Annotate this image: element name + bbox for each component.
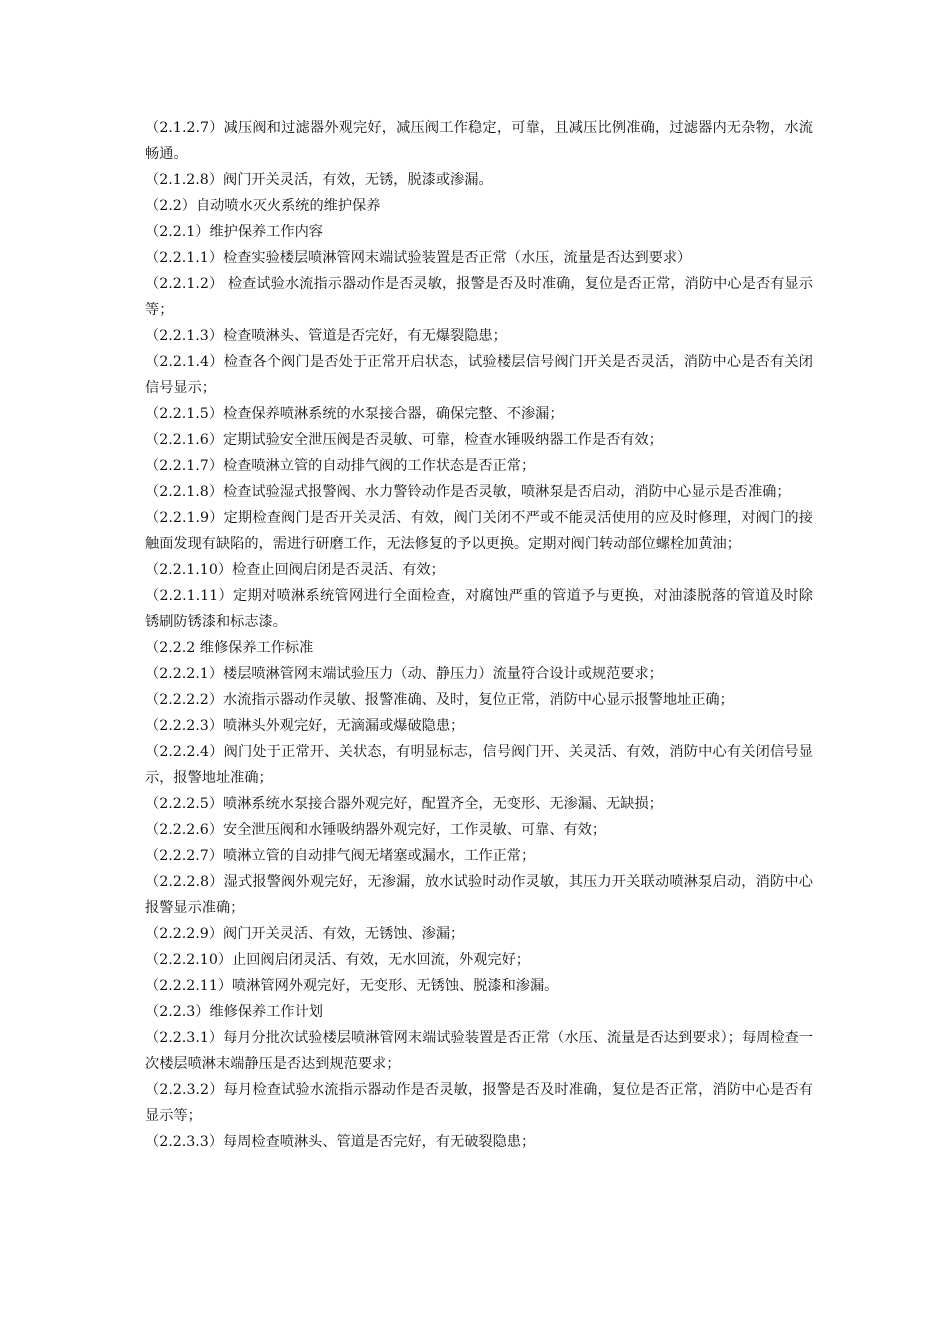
paragraph-2-2-1-6: （2.2.1.6）定期试验安全泄压阀是否灵敏、可靠，检查水锤吸纳器工作是否有效； bbox=[145, 432, 663, 448]
paragraph-2-1-2-7: （2.1.2.7）减压阀和过滤器外观完好，减压阀工作稳定，可靠，且减压比例准确，过滤器内无杂物，水流畅通。 bbox=[145, 120, 813, 162]
paragraph-2-2-1-11: （2.2.1.11）定期对喷淋系统管网进行全面检查，对腐蚀严重的管道予与更换，对油漆脱落的管道及时除锈刷防锈漆和标志漆。 bbox=[145, 588, 813, 630]
paragraph-2-2-2-10: （2.2.2.10）止回阀启闭灵活、有效，无水回流，外观完好； bbox=[145, 952, 530, 968]
paragraph-2-2-2-3: （2.2.2.3）喷淋头外观完好，无滴漏或爆破隐患； bbox=[145, 718, 465, 734]
paragraph-2-2-1-3: （2.2.1.3）检查喷淋头、管道是否完好，有无爆裂隐患； bbox=[145, 328, 507, 344]
section-heading-2-2-1: （2.2.1）维护保养工作内容 bbox=[145, 224, 323, 240]
paragraph-2-2-2-2: （2.2.2.2）水流指示器动作灵敏、报警准确、及时，复位正常，消防中心显示报警地址正确； bbox=[145, 692, 734, 708]
paragraph-2-2-2-11: （2.2.2.11）喷淋管网外观完好，无变形、无锈蚀、脱漆和渗漏。 bbox=[145, 978, 559, 994]
section-heading-2-2-2: （2.2.2 维修保养工作标准 bbox=[145, 640, 314, 656]
paragraph-2-2-2-9: （2.2.2.9）阀门开关灵活、有效，无锈蚀、渗漏； bbox=[145, 926, 465, 942]
section-heading-2-2: （2.2）自动喷水灭火系统的维护保养 bbox=[145, 198, 381, 214]
paragraph-2-1-2-8: （2.1.2.8）阀门开关灵活，有效，无锈，脱漆或渗漏。 bbox=[145, 172, 493, 188]
paragraph-2-2-1-1: （2.2.1.1）检查实验楼层喷淋管网末端试验装置是否正常（水压，流量是否达到要求） bbox=[145, 250, 692, 266]
paragraph-2-2-2-6: （2.2.2.6）安全泄压阀和水锤吸纳器外观完好，工作灵敏、可靠、有效； bbox=[145, 822, 607, 838]
paragraph-2-2-2-5: （2.2.2.5）喷淋系统水泵接合器外观完好，配置齐全，无变形、无渗漏、无缺损； bbox=[145, 796, 663, 812]
paragraph-2-2-2-8: （2.2.2.8）湿式报警阀外观完好，无渗漏，放水试验时动作灵敏，其压力开关联动喷淋泵启动，消防中心报警显示准确； bbox=[145, 874, 813, 916]
paragraph-2-2-3-1: （2.2.3.1）每月分批次试验楼层喷淋管网末端试验装置是否正常（水压、流量是否达到要求）；每周检查一次楼层喷淋末端静压是否达到规范要求； bbox=[145, 1030, 813, 1072]
paragraph-2-2-1-2: （2.2.1.2） 检查试验水流指示器动作是否灵敏，报警是否及时准确，复位是否正常，消防中心是否有显示等； bbox=[145, 276, 813, 318]
paragraph-2-2-2-4: （2.2.2.4）阀门处于正常开、关状态，有明显标志，信号阀门开、关灵活、有效，消防中心有关闭信号显示，报警地址准确； bbox=[145, 744, 813, 786]
paragraph-2-2-2-1: （2.2.2.1）楼层喷淋管网末端试验压力（动、静压力）流量符合设计或规范要求； bbox=[145, 666, 663, 682]
paragraph-2-2-1-10: （2.2.1.10）检查止回阀启闭是否灵活、有效； bbox=[145, 562, 445, 578]
paragraph-2-2-2-7: （2.2.2.7）喷淋立管的自动排气阀无堵塞或漏水，工作正常； bbox=[145, 848, 536, 864]
paragraph-2-2-1-8: （2.2.1.8）检查试验湿式报警阀、水力警铃动作是否灵敏，喷淋泵是否启动，消防中心显示是否准确； bbox=[145, 484, 791, 500]
paragraph-2-2-1-4: （2.2.1.4）检查各个阀门是否处于正常开启状态，试验楼层信号阀门开关是否灵活，消防中心是否有关闭信号显示； bbox=[145, 354, 813, 396]
section-heading-2-2-3: （2.2.3）维修保养工作计划 bbox=[145, 1004, 323, 1020]
paragraph-2-2-1-5: （2.2.1.5）检查保养喷淋系统的水泵接合器，确保完整、不渗漏； bbox=[145, 406, 564, 422]
paragraph-2-2-3-3: （2.2.3.3）每周检查喷淋头、管道是否完好，有无破裂隐患； bbox=[145, 1134, 536, 1150]
document-body bbox=[145, 115, 813, 1155]
paragraph-2-2-3-2: （2.2.3.2）每月检查试验水流指示器动作是否灵敏，报警是否及时准确，复位是否正常，消防中心是否有显示等； bbox=[145, 1082, 813, 1124]
paragraph-2-2-1-9: （2.2.1.9）定期检查阀门是否开关灵活、有效，阀门关闭不严或不能灵活使用的应及时修理，对阀门的接触面发现有缺陷的，需进行研磨工作，无法修复的予以更换。定期对阀门转动部位螺栓加黄油； bbox=[145, 510, 813, 552]
paragraph-2-2-1-7: （2.2.1.7）检查喷淋立管的自动排气阀的工作状态是否正常； bbox=[145, 458, 536, 474]
